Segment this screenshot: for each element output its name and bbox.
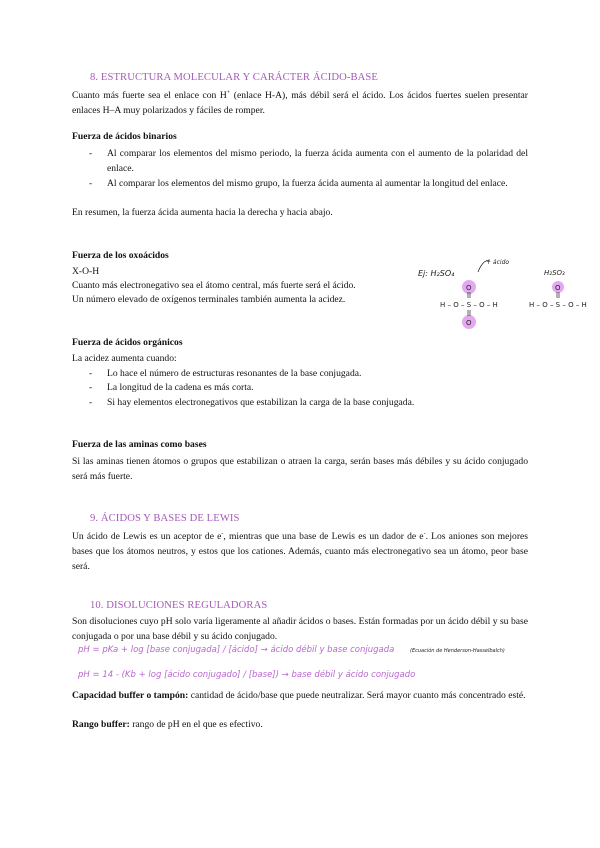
sketch-molecule-h2so4: H – O – S – O – H xyxy=(440,301,498,309)
sketch-label-h2so3: H₂SO₃ xyxy=(544,269,565,277)
sketch-molecule-h2so3: H – O – S – O – H xyxy=(529,301,587,309)
organicos-item-3: - Si hay elementos electronegativos que estabilizan la carga de la base conjugada. xyxy=(89,397,415,408)
organicos-title: Fuerza de ácidos orgánicos xyxy=(72,337,183,348)
binarios-item-2: - Al comparar los elementos del mismo grupo, la fuerza ácida aumenta al aumentar la longitud del enlace. xyxy=(89,178,508,189)
oxoacidos-line-2: Un número elevado de oxígenos terminales también aumenta la acidez. xyxy=(72,294,346,305)
binarios-title: Fuerza de ácidos binarios xyxy=(72,131,177,142)
oxygen-atom: O xyxy=(555,284,561,292)
henderson-equation-acid: pH = pKa + log [base conjugada] / [ácido] → ácido débil y base conjugada xyxy=(78,645,395,655)
sketch-label-mas: + ácido xyxy=(486,259,510,266)
oxygen-atom: O xyxy=(466,284,472,292)
sketch-label-ej: Ej: H₂SO₄ xyxy=(418,269,455,278)
oxoacidos-line-1: Cuanto más electronegativo sea el átomo central, más fuerte será el ácido. xyxy=(72,280,356,291)
section-10-heading: 10. DISOLUCIONES REGULADORAS xyxy=(90,600,268,611)
organicos-item-1: - Lo hace el número de estructuras resonantes de la base conjugada. xyxy=(89,368,362,379)
oxoacidos-title: Fuerza de los oxoácidos xyxy=(72,250,169,261)
binarios-item-1: - Al comparar los elementos del mismo periodo, la fuerza ácida aumenta con el aumento de la polaridad del enlace. xyxy=(89,148,528,174)
oxoacidos-formula: X-O-H xyxy=(72,266,100,277)
henderson-equation-base: pH = 14 - (Kb + log [ácido conjugado] / [base]) → base débil y ácido conjugado xyxy=(78,670,416,680)
aminas-title: Fuerza de las aminas como bases xyxy=(72,439,207,450)
section-10-text: Son disoluciones cuyo pH solo varía ligeramente al añadir ácidos o bases. Están formadas por un ácido débil y su base conjugada o por una base débil y su ácido conjugado. xyxy=(72,616,528,642)
oxoacid-sketch xyxy=(412,254,592,334)
section-8-heading: 8. ESTRUCTURA MOLECULAR Y CARÁCTER ÁCIDO-BASE xyxy=(90,72,378,83)
oxygen-atom: O xyxy=(466,319,472,327)
rango-buffer: Rango buffer: rango de pH en el que es efectivo. xyxy=(72,719,263,730)
capacidad-buffer: Capacidad buffer o tampón: cantidad de ácido/base que puede neutralizar. Será mayor cuanto más concentrado esté. xyxy=(72,690,526,701)
organicos-intro: La acidez aumenta cuando: xyxy=(72,353,177,364)
section-9-heading: 9. ÁCIDOS Y BASES DE LEWIS xyxy=(90,513,240,524)
section-8-intro: Cuanto más fuerte sea el enlace con H+ (enlace H-A), más débil será el ácido. Los ácidos fuertes suelen presentar enlaces H–A muy polarizados y fáciles de romper. xyxy=(72,90,528,117)
organicos-item-2: - La longitud de la cadena es más corta. xyxy=(89,382,254,393)
henderson-equation-note: (Ecuación de Henderson-Hasselbalch) xyxy=(410,648,505,654)
aminas-text: Si las aminas tienen átomos o grupos que estabilizan o atraen la carga, serán bases más débiles y su ácido conjugado será más fuerte. xyxy=(72,456,528,482)
section-9-text: Un ácido de Lewis es un aceptor de e-, mientras que una base de Lewis es un dador de e-. Los aniones son mejores bases que los átomos neutros, y estos que los cationes. Además, cuanto más electronegativo sea un átomo, peor base será. xyxy=(72,531,529,573)
binarios-summary: En resumen, la fuerza ácida aumenta hacia la derecha y hacia abajo. xyxy=(72,207,333,218)
